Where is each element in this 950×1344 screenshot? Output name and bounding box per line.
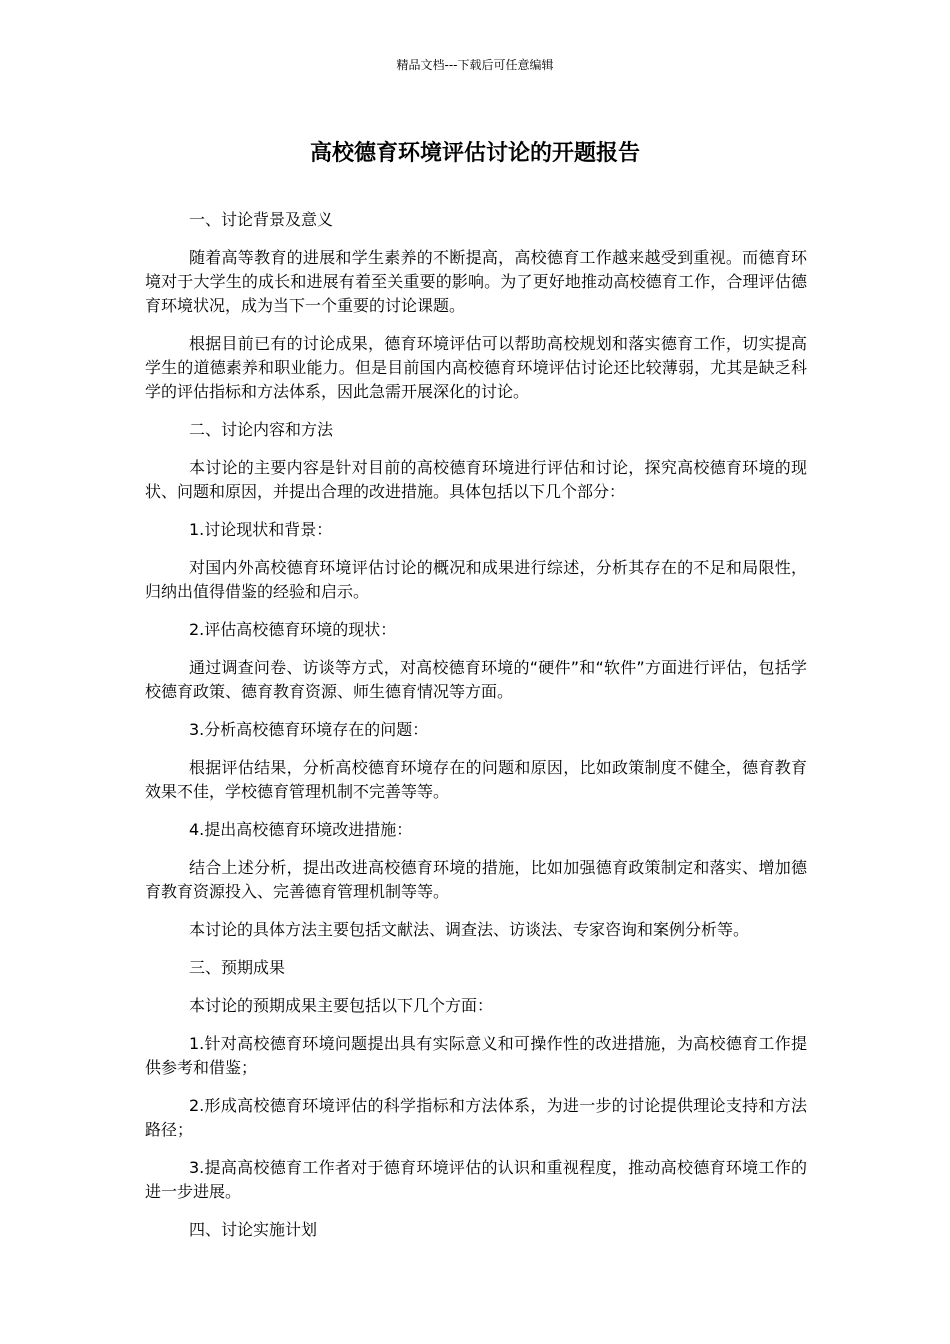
paragraph: 本讨论的具体方法主要包括文献法、调查法、访谈法、专家咨询和案例分析等。 [189,920,750,939]
list-item: 3.提高高校德育工作者对于德育环境评估的认识和重视程度，推动高校德育环境工作的进一步进展。 [145,1158,807,1201]
paragraph: 本讨论的预期成果主要包括以下几个方面： [189,996,494,1015]
paragraph: 根据评估结果，分析高校德育环境存在的问题和原因，比如政策制度不健全，德育教育效果不佳，学校德育管理机制不完善等等。 [145,758,807,801]
section-heading-background: 一、讨论背景及意义 [189,210,334,229]
list-item: 2.形成高校德育环境评估的科学指标和方法体系，为进一步的讨论提供理论支持和方法路径； [145,1096,807,1139]
subheading: 4.提出高校德育环境改进措施： [189,820,413,839]
section-heading-expected-results: 三、预期成果 [189,958,286,977]
subheading: 3.分析高校德育环境存在的问题： [189,720,429,739]
subheading: 2.评估高校德育环境的现状： [189,620,397,639]
paragraph: 结合上述分析，提出改进高校德育环境的措施，比如加强德育政策制定和落实、增加德育教育资源投入、完善德育管理机制等等。 [145,858,807,901]
section-heading-content-method: 二、讨论内容和方法 [189,420,334,439]
paragraph: 本讨论的主要内容是针对目前的高校德育环境进行评估和讨论，探究高校德育环境的现状、问题和原因，并提出合理的改进措施。具体包括以下几个部分： [145,458,807,501]
paragraph: 随着高等教育的进展和学生素养的不断提高，高校德育工作越来越受到重视。而德育环境对于大学生的成长和进展有着至关重要的影响。为了更好地推动高校德育工作，合理评估德育环境状况，成为当下一个重要的讨论课题。 [145,248,807,315]
document-title: 高校德育环境评估讨论的开题报告 [309,141,640,166]
header-note: 精品文档---下载后可任意编辑 [396,58,554,72]
paragraph: 通过调查问卷、访谈等方式，对高校德育环境的“硬件”和“软件”方面进行评估，包括学校德育政策、德育教育资源、师生德育情况等方面。 [145,658,807,701]
section-heading-implementation-plan: 四、讨论实施计划 [189,1220,318,1239]
document-body [145,208,807,1256]
paragraph: 根据目前已有的讨论成果，德育环境评估可以帮助高校规划和落实德育工作，切实提高学生的道德素养和职业能力。但是目前国内高校德育环境评估讨论还比较薄弱，尤其是缺乏科学的评估指标和方法体系，因此急需开展深化的讨论。 [145,334,807,401]
subheading: 1.讨论现状和背景： [189,520,333,539]
paragraph: 对国内外高校德育环境评估讨论的概况和成果进行综述，分析其存在的不足和局限性，归纳出值得借鉴的经验和启示。 [145,558,807,601]
list-item: 1.针对高校德育环境问题提出具有实际意义和可操作性的改进措施，为高校德育工作提供参考和借鉴； [145,1034,807,1077]
